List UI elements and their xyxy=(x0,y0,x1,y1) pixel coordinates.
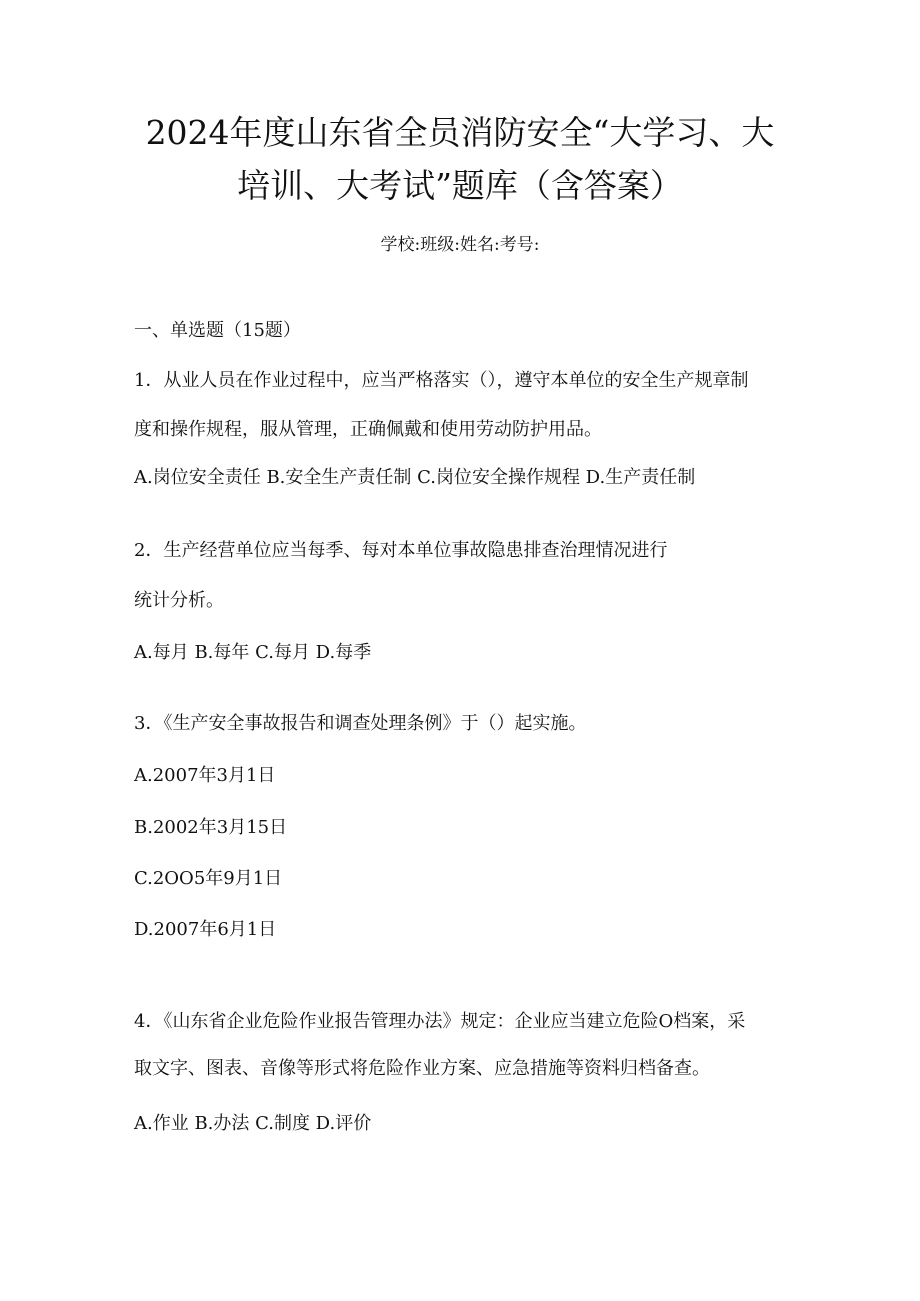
question-3-stem-line-1: 3．《生产安全事故报告和调查处理条例》于（）起实施。 xyxy=(134,713,587,734)
question-2-stem-line-1: 2．生产经营单位应当每季、每对本单位事故隐患排查治理情况进行 xyxy=(134,540,668,561)
document-title-line-1: 2024年度山东省全员消防安全“大学习、大 xyxy=(145,113,775,152)
question-4-stem-line-2: 取文字、图表、音像等形式将危险作业方案、应急措施等资料归档备查。 xyxy=(134,1058,710,1079)
question-3-option-b: B.2002年3月15日 xyxy=(134,817,288,838)
question-3-option-a: A.2007年3月1日 xyxy=(134,765,276,786)
student-info-line: 学校:班级:姓名:考号: xyxy=(380,235,540,255)
section-heading: 一、单选题（15题） xyxy=(134,320,301,341)
question-1-options: A.岗位安全责任 B.安全生产责任制 C.岗位安全操作规程 D.生产责任制 xyxy=(134,467,696,488)
question-3-option-d: D.2007年6月1日 xyxy=(134,919,277,940)
document-title-line-2: 培训、大考试”题库（含答案） xyxy=(237,166,683,205)
question-2-options: A.每月 B.每年 C.每月 D.每季 xyxy=(134,642,372,663)
question-3-option-c: C.2OO5年9月1日 xyxy=(134,868,283,889)
question-2-stem-line-2: 统计分析。 xyxy=(134,590,224,611)
question-1-stem-line-1: 1．从业人员在作业过程中，应当严格落实（），遵守本单位的安全生产规章制 xyxy=(134,370,749,391)
question-4-stem-line-1: 4．《山东省企业危险作业报告管理办法》规定：企业应当建立危险O档案，采 xyxy=(134,1011,746,1032)
question-1-stem-line-2: 度和操作规程，服从管理，正确佩戴和使用劳动防护用品。 xyxy=(134,419,602,440)
question-4-options: A.作业 B.办法 C.制度 D.评价 xyxy=(134,1113,372,1134)
